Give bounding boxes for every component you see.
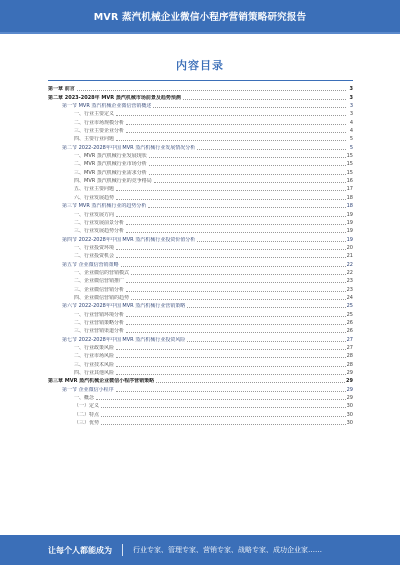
toc-entry-page: 21 — [346, 253, 353, 260]
toc-leader-dots — [101, 423, 346, 425]
toc-entry-page: 5 — [349, 144, 353, 151]
toc-entry[interactable] — [48, 234, 353, 242]
toc-entry-page: 3 — [349, 111, 353, 118]
toc-entry-label: 第三章 MVR 蒸汽机械企业微信小程序营销策略 — [48, 378, 155, 385]
toc-leader-dots — [121, 265, 346, 267]
toc-leader-dots — [116, 348, 346, 350]
toc-entry[interactable] — [48, 167, 353, 175]
toc-entry-label: 二、MVR 蒸汽机械行业市场分析 — [74, 161, 147, 168]
toc-entry[interactable] — [48, 326, 353, 334]
toc-leader-dots — [126, 315, 346, 317]
toc-leader-dots — [126, 223, 346, 225]
toc-entry[interactable] — [48, 142, 353, 150]
footer-slogan-left: 让每个人都能成为 — [48, 545, 112, 555]
toc-entry[interactable] — [48, 393, 353, 401]
toc-leader-dots — [116, 365, 346, 367]
toc-entry-label: 三、行业主要企业分析 — [74, 128, 125, 135]
toc-entry-page: 24 — [346, 294, 353, 301]
toc-leader-dots — [126, 231, 346, 233]
toc-entry-page: 30 — [346, 403, 353, 410]
toc-entry-label: （二）特点 — [74, 411, 100, 418]
toc-leader-dots — [116, 189, 346, 191]
toc-entry-page: 3 — [349, 94, 353, 101]
toc-entry[interactable] — [48, 318, 353, 326]
toc-entry[interactable] — [48, 226, 353, 234]
toc-entry[interactable] — [48, 201, 353, 209]
toc-entry-label: （三）优势 — [74, 420, 100, 427]
toc-entry-label: 二、行业发展前景分析 — [74, 219, 125, 226]
toc-entry-label: 三、行业技术风险 — [74, 361, 115, 368]
toc-leader-dots — [116, 248, 346, 250]
toc-entry-page: 26 — [346, 328, 353, 335]
toc-entry-page: 22 — [346, 269, 353, 276]
toc-leader-dots — [149, 164, 346, 166]
toc-entry-page: 4 — [349, 128, 353, 135]
toc-leader-dots — [131, 298, 346, 300]
toc-leader-dots — [101, 415, 346, 417]
toc-entry[interactable] — [48, 84, 353, 92]
toc-entry-page: 5 — [349, 136, 353, 143]
toc-entry-label: 二、行业市场风险 — [74, 353, 115, 360]
toc-entry[interactable] — [48, 176, 353, 184]
report-title: MVR 蒸汽机械企业微信小程序营销策略研究报告 — [93, 12, 307, 23]
toc-entry-page: 30 — [346, 411, 353, 418]
toc-entry-page: 25 — [346, 303, 353, 310]
toc-entry[interactable] — [48, 251, 353, 259]
toc-leader-dots — [126, 323, 346, 325]
toc-entry-label: 一、行业发展方向 — [74, 211, 115, 218]
toc-entry[interactable] — [48, 259, 353, 267]
toc-entry-label: 三、行业营销渠道分析 — [74, 328, 125, 335]
toc-entry-page: 29 — [346, 378, 353, 385]
toc-leader-dots — [153, 106, 346, 108]
toc-leader-dots — [154, 181, 346, 183]
toc-heading-rule — [48, 80, 353, 81]
footer-slogan-right: 行业专家、管理专家、营销专家、战略专家、成功企业家…… — [133, 546, 322, 554]
toc-entry-label: 一、MVR 蒸汽机械行业发展现状 — [74, 153, 147, 160]
toc-entry[interactable] — [48, 126, 353, 134]
toc-entry[interactable] — [48, 409, 353, 417]
toc-entry-label: 四、主要行业问题 — [74, 136, 115, 143]
toc-leader-dots — [116, 356, 346, 358]
toc-entry-label: 二、企业微信营销推广 — [74, 278, 125, 285]
toc-leader-dots — [116, 139, 346, 141]
toc-entry-page: 29 — [346, 370, 353, 377]
toc-leader-dots — [126, 281, 346, 283]
toc-entry-page: 28 — [346, 353, 353, 360]
toc-entry-label: 第四节 2022-2028年中国 MVR 蒸汽机械行业投资价值分析 — [62, 236, 196, 243]
toc-entry-page: 19 — [346, 219, 353, 226]
toc-entry-label: 五、行业主要问题 — [74, 186, 115, 193]
toc-leader-dots — [149, 173, 346, 175]
toc-entry-label: 三、行业发展趋势分析 — [74, 228, 125, 235]
toc-entry-label: 六、行业发展趋势 — [74, 194, 115, 201]
toc-entry[interactable] — [48, 268, 353, 276]
toc-leader-dots — [149, 156, 346, 158]
toc-entry[interactable] — [48, 209, 353, 217]
report-footer — [0, 535, 400, 565]
toc-entry-page: 16 — [346, 178, 353, 185]
toc-entry[interactable] — [48, 218, 353, 226]
toc-entry[interactable] — [48, 401, 353, 409]
toc-entry-label: 一、行业政策风险 — [74, 345, 115, 351]
toc-leader-dots — [101, 406, 346, 408]
toc-entry[interactable] — [48, 159, 353, 167]
toc-entry[interactable] — [48, 293, 353, 301]
toc-entry-page: 27 — [346, 336, 353, 343]
toc-leader-dots — [126, 331, 346, 333]
toc-entry-page: 27 — [346, 345, 353, 351]
table-of-contents — [48, 84, 353, 426]
toc-entry-page: 15 — [346, 153, 353, 160]
toc-entry-page: 18 — [346, 203, 353, 210]
toc-leader-dots — [197, 148, 346, 150]
toc-entry[interactable] — [48, 334, 353, 342]
toc-entry-page: 29 — [346, 395, 353, 402]
toc-leader-dots — [187, 306, 345, 308]
toc-leader-dots — [131, 273, 346, 275]
toc-entry-label: 第五节 企业微信营销策略 — [62, 261, 119, 268]
toc-leader-dots — [116, 114, 346, 116]
toc-entry-page: 23 — [346, 286, 353, 293]
toc-entry-label: （一）定义 — [74, 403, 100, 410]
toc-leader-dots — [116, 256, 346, 258]
toc-entry[interactable] — [48, 359, 353, 367]
toc-entry-page: 28 — [346, 361, 353, 368]
toc-entry-page: 23 — [346, 278, 353, 285]
toc-entry-page: 26 — [346, 319, 353, 326]
toc-entry-page: 4 — [349, 119, 353, 126]
toc-leader-dots — [116, 215, 346, 217]
toc-leader-dots — [126, 290, 346, 292]
toc-entry-page: 19 — [346, 228, 353, 235]
toc-entry-label: 四、企业微信营销的趋势 — [74, 294, 130, 301]
footer-separator — [122, 544, 123, 556]
toc-entry[interactable] — [48, 368, 353, 376]
toc-entry-label: 三、MVR 蒸汽机械行业需求分析 — [74, 169, 147, 176]
toc-entry-page: 15 — [346, 169, 353, 176]
toc-entry-label: 二、行业营销策略分析 — [74, 319, 125, 326]
toc-entry[interactable] — [48, 192, 353, 200]
toc-entry-label: 第六节 2022-2028年中国 MVR 蒸汽机械行业营销策略 — [62, 303, 186, 310]
toc-entry-label: 第三节 MVR 蒸汽机械行业的趋势分析 — [62, 203, 147, 210]
toc-entry-label: 一、概念 — [74, 395, 95, 402]
toc-entry[interactable] — [48, 109, 353, 117]
toc-leader-dots — [116, 390, 346, 392]
toc-heading: 内容目录 — [176, 59, 224, 72]
toc-entry-page: 3 — [349, 86, 353, 93]
toc-entry-page: 25 — [346, 311, 353, 318]
toc-entry-page: 29 — [346, 386, 353, 393]
toc-leader-dots — [156, 381, 345, 383]
toc-entry[interactable] — [48, 384, 353, 392]
toc-entry[interactable] — [48, 343, 353, 351]
toc-entry-label: 第二节 2022-2028年中国 MVR 蒸汽机械行业发展情况分析 — [62, 144, 196, 151]
toc-entry-page: 19 — [346, 236, 353, 243]
toc-leader-dots — [77, 89, 346, 91]
toc-entry-label: 四、行业其他风险 — [74, 370, 115, 377]
toc-entry[interactable] — [48, 301, 353, 309]
toc-entry[interactable] — [48, 376, 353, 384]
toc-entry[interactable] — [48, 117, 353, 125]
toc-entry-label: 第一节 MVR 蒸汽机械企业微信营销概述 — [62, 103, 152, 110]
toc-entry[interactable] — [48, 418, 353, 426]
toc-entry-label: 第七节 2022-2028年中国 MVR 蒸汽机械行业投资风险 — [62, 336, 186, 343]
toc-leader-dots — [197, 240, 345, 242]
toc-entry-label: 一、企业微信的营销模式 — [74, 269, 130, 276]
toc-entry[interactable] — [48, 101, 353, 109]
toc-leader-dots — [187, 340, 345, 342]
report-header — [0, 0, 400, 32]
toc-entry-label: 一、行业投资环境 — [74, 244, 115, 251]
toc-entry-label: 四、MVR 蒸汽机械行业的竞争格局 — [74, 178, 152, 185]
toc-entry-label: 二、行业投资机会 — [74, 253, 115, 260]
toc-entry-page: 22 — [346, 261, 353, 268]
toc-leader-dots — [183, 98, 346, 100]
toc-entry-page: 17 — [346, 186, 353, 193]
toc-leader-dots — [116, 373, 346, 375]
toc-leader-dots — [126, 123, 346, 125]
toc-entry-label: 第一节 企业微信小程序 — [62, 386, 114, 393]
toc-entry[interactable] — [48, 134, 353, 142]
toc-entry[interactable] — [48, 184, 353, 192]
toc-entry[interactable] — [48, 243, 353, 251]
toc-entry-page: 3 — [349, 103, 353, 110]
toc-entry-page: 18 — [346, 194, 353, 201]
toc-entry-label: 二、行业市场规模分析 — [74, 119, 125, 126]
toc-entry[interactable] — [48, 92, 353, 100]
toc-entry[interactable] — [48, 351, 353, 359]
toc-leader-dots — [96, 398, 346, 400]
toc-entry-page: 20 — [346, 244, 353, 251]
toc-entry-label: 三、企业微信营销分析 — [74, 286, 125, 293]
toc-leader-dots — [148, 206, 345, 208]
toc-entry-page: 30 — [346, 420, 353, 427]
toc-entry-label: 一、行业主要定义 — [74, 111, 115, 118]
toc-entry[interactable] — [48, 151, 353, 159]
toc-entry-label: 一、行业营销环境分析 — [74, 311, 125, 318]
toc-entry-page: 15 — [346, 161, 353, 168]
toc-entry[interactable] — [48, 309, 353, 317]
toc-leader-dots — [116, 198, 346, 200]
header-divider — [0, 32, 400, 34]
toc-entry-label: 第一章 前言 — [48, 86, 75, 93]
toc-entry-label: 第二章 2023-2028年 MVR 蒸汽机械市场前景及趋势预测 — [48, 94, 181, 101]
toc-entry[interactable] — [48, 284, 353, 292]
toc-leader-dots — [126, 131, 346, 133]
toc-entry[interactable] — [48, 276, 353, 284]
toc-entry-page: 19 — [346, 211, 353, 218]
